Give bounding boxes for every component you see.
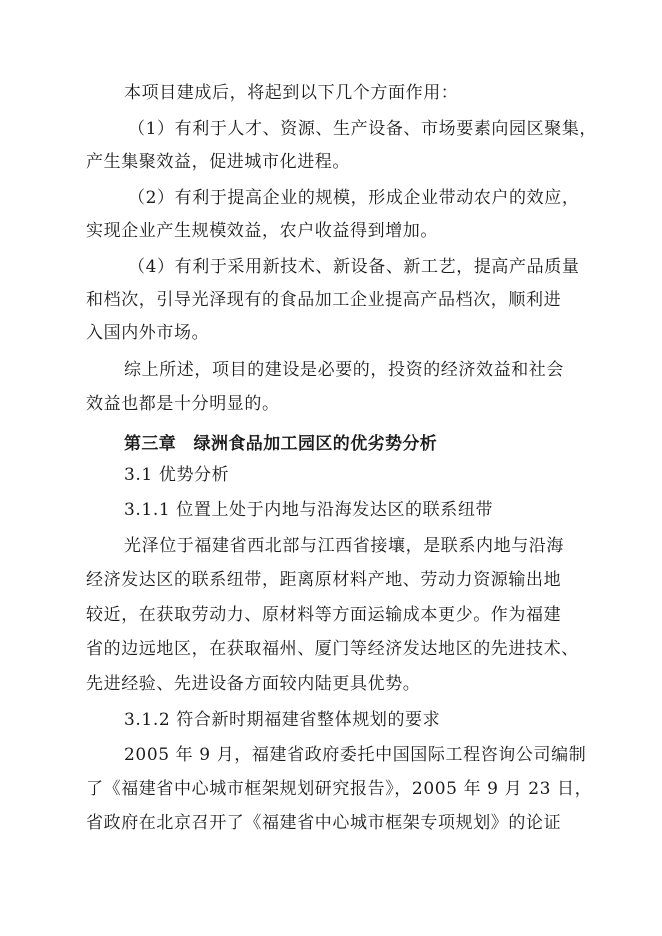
intro-line: 本项目建成后，将起到以下几个方面作用：: [124, 83, 459, 103]
point-4-line-1: （4）有利于采用新技术、新设备、新工艺，提高产品质量: [128, 257, 580, 277]
section-3-1-2-line-2: 了《福建省中心城市框架规划研究报告》，2005 年 9 月 23 日，: [86, 779, 593, 799]
section-3-1-2-line-1: 2005 年 9 月，福建省政府委托中国国际工程咨询公司编制: [124, 745, 587, 765]
section-3-1-1-title: 3.1.1 位置上处于内地与沿海发达区的联系纽带: [124, 500, 494, 520]
section-3-1-title: 3.1 优势分析: [124, 465, 230, 485]
section-3-1-2-line-3: 省政府在北京召开了《福建省中心城市框架专项规划》的论证: [86, 813, 562, 833]
summary-line-2: 效益也都是十分明显的。: [86, 394, 280, 414]
section-3-1-2-title: 3.1.2 符合新时期福建省整体规划的要求: [124, 710, 441, 730]
summary-line-1: 综上所述，项目的建设是必要的，投资的经济效益和社会: [124, 360, 564, 380]
section-3-1-1-line-5: 先进经验、先进设备方面较内陆更具优势。: [86, 674, 421, 694]
point-2-line-1: （2）有利于提高企业的规模，形成企业带动农户的效应，: [128, 188, 580, 208]
section-3-1-1-line-4: 省的边远地区，在获取福州、厦门等经济发达地区的先进技术、: [86, 639, 579, 659]
section-3-1-1-line-1: 光泽位于福建省西北部与江西省接壤，是联系内地与沿海: [124, 536, 564, 556]
section-3-1-1-line-2: 经济发达区的联系纽带，距离原材料产地、劳动力资源输出地: [86, 570, 562, 590]
section-3-1-1-line-3: 较近，在获取劳动力、原材料等方面运输成本更少。作为福建: [86, 605, 562, 625]
point-2-line-2: 实现企业产生规模效益，农户收益得到增加。: [86, 221, 438, 241]
point-1-line-1: （1）有利于人才、资源、生产设备、市场要素向园区聚集，: [128, 119, 598, 139]
chapter-heading: 第三章 绿洲食品加工园区的优劣势分析: [124, 434, 438, 454]
point-4-line-2: 和档次，引导光泽现有的食品加工企业提高产品档次，顺利进: [86, 290, 562, 310]
point-4-line-3: 入国内外市场。: [86, 323, 210, 343]
point-1-line-2: 产生集聚效益，促进城市化进程。: [86, 152, 350, 172]
